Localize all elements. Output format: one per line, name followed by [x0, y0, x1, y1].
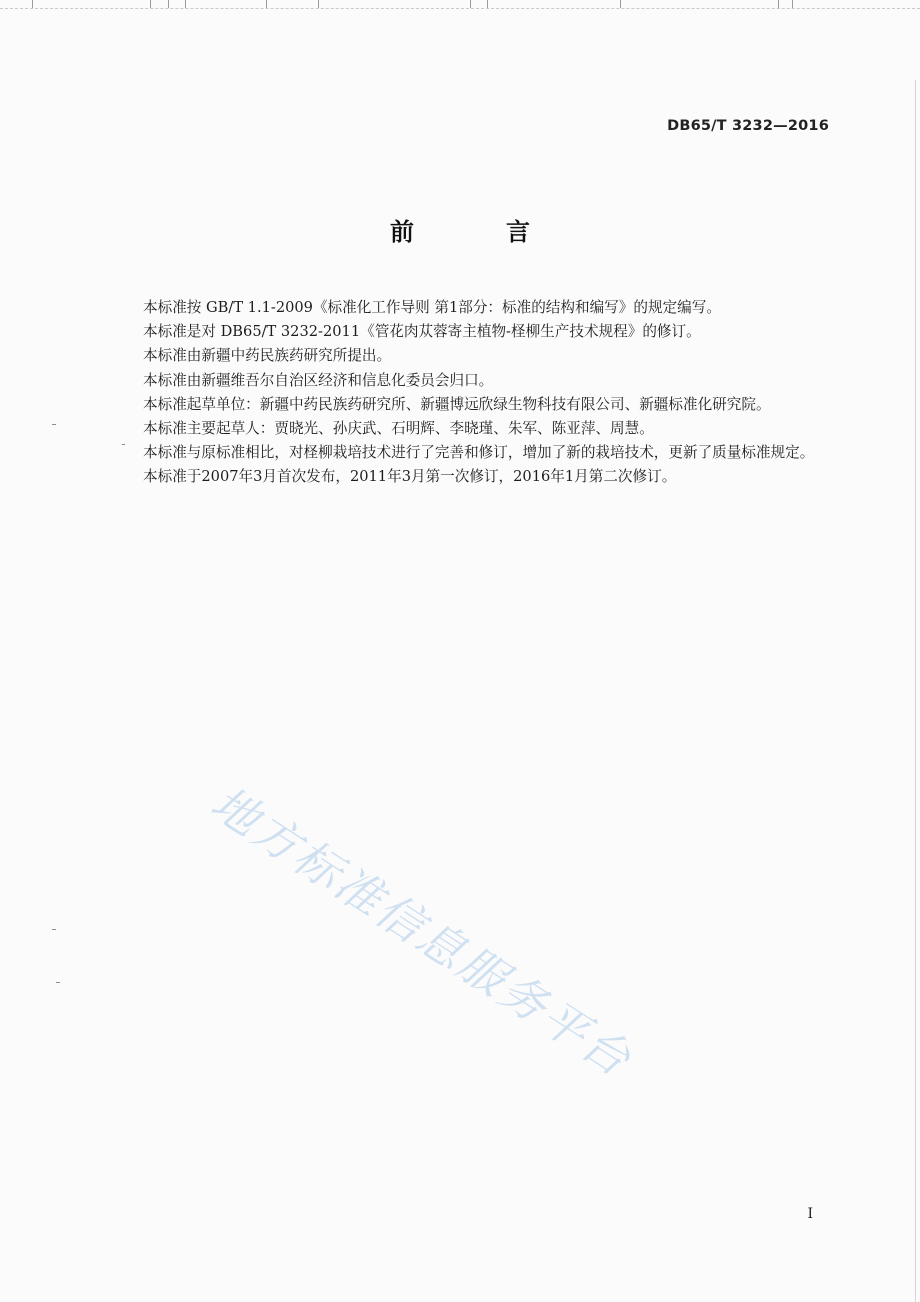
scan-speck	[52, 929, 56, 930]
paragraph: 本标准主要起草人：贾晓光、孙庆武、石明辉、李晓瑾、朱军、陈亚萍、周慧。	[143, 420, 654, 438]
standard-number: DB65/T 3232—2016	[667, 118, 829, 134]
page-number: I	[807, 1206, 813, 1222]
section-title: 前 言	[390, 217, 564, 246]
paragraph: 本标准按 GB/T 1.1-2009《标准化工作导则 第1部分：标准的结构和编写》的规定编写。	[143, 299, 721, 316]
scan-border-right	[915, 80, 920, 1302]
watermark: 地方标准信息服务平台	[201, 775, 643, 1088]
paragraph: 本标准由新疆维吾尔自治区经济和信息化委员会归口。	[143, 371, 494, 389]
paragraph: 本标准于2007年3月首次发布，2011年3月第一次修订，2016年1月第二次修订。	[143, 468, 677, 486]
foreword-body	[111, 296, 833, 490]
paragraph: 本标准与原标准相比，对柽柳栽培技术进行了完善和修订，增加了新的栽培技术，更新了质量标准规定。	[143, 444, 815, 462]
scan-speck	[52, 424, 56, 425]
paragraph: 本标准是对 DB65/T 3232-2011《管花肉苁蓉寄主植物-柽柳生产技术规程》的修订。	[143, 323, 701, 341]
scan-speck	[56, 982, 60, 983]
paragraph: 本标准由新疆中药民族药研究所提出。	[143, 347, 392, 365]
paragraph: 本标准起草单位：新疆中药民族药研究所、新疆博远欣绿生物科技有限公司、新疆标准化研究院。	[143, 395, 771, 413]
scan-border-top	[0, 0, 920, 9]
